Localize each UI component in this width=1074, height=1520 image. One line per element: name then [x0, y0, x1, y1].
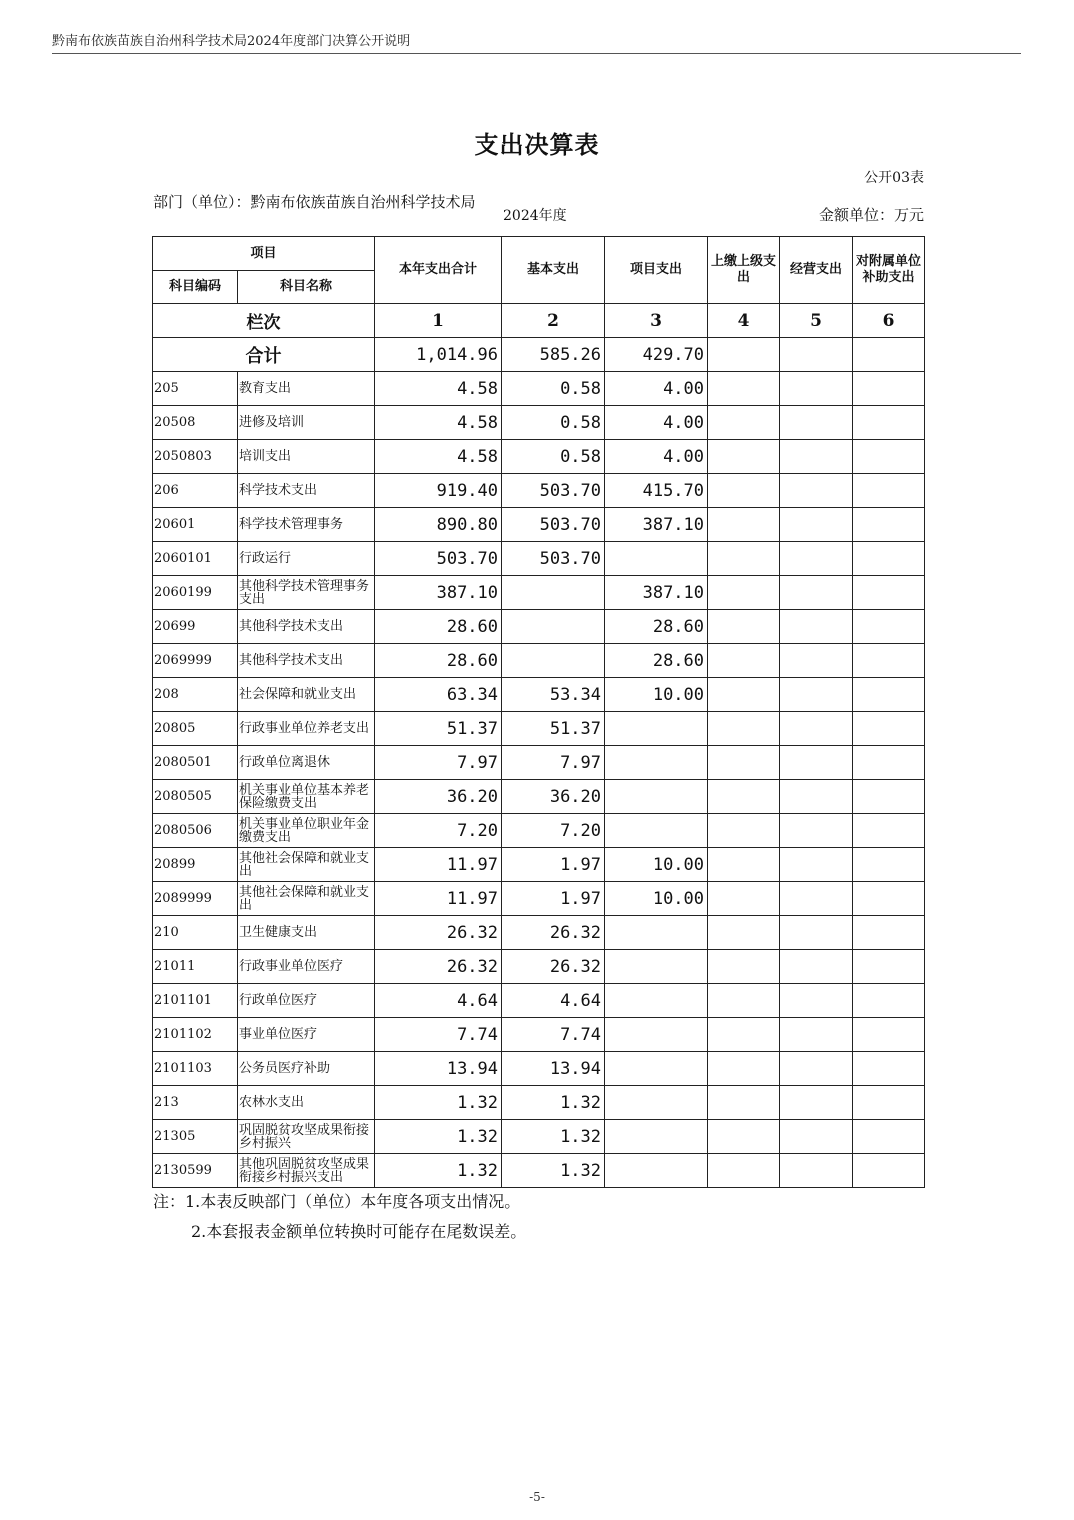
total-expenditure-cell: 26.32	[375, 916, 502, 950]
remit-superior-cell	[708, 372, 780, 406]
project-expenditure-cell	[605, 950, 708, 984]
column-index-cell: 4	[708, 304, 780, 338]
remit-superior-cell	[708, 746, 780, 780]
total-project-cell: 429.70	[605, 338, 708, 372]
project-expenditure-cell: 387.10	[605, 576, 708, 610]
total-expenditure-cell: 7.74	[375, 1018, 502, 1052]
operating-expenditure-cell	[780, 916, 853, 950]
subsidiary-subsidy-cell	[853, 916, 925, 950]
subsidiary-subsidy-cell	[853, 780, 925, 814]
remit-superior-cell	[708, 780, 780, 814]
subject-code-cell: 21011	[153, 950, 238, 984]
subject-code-cell: 2080506	[153, 814, 238, 848]
subject-name-cell: 其他社会保障和就业支出	[238, 848, 375, 882]
remit-superior-cell	[708, 678, 780, 712]
subject-name-cell: 事业单位医疗	[238, 1018, 375, 1052]
remit-superior-cell	[708, 1052, 780, 1086]
basic-expenditure-cell: 7.74	[502, 1018, 605, 1052]
table-row	[153, 814, 925, 848]
operating-expenditure-cell	[780, 814, 853, 848]
table-row	[153, 610, 925, 644]
header-total-expenditure: 本年支出合计	[375, 237, 502, 304]
project-expenditure-cell	[605, 1154, 708, 1188]
remit-superior-cell	[708, 644, 780, 678]
remit-superior-cell	[708, 406, 780, 440]
basic-expenditure-cell: 51.37	[502, 712, 605, 746]
subject-name-cell: 行政事业单位医疗	[238, 950, 375, 984]
header-subject-name: 科目名称	[238, 271, 375, 304]
subsidiary-subsidy-cell	[853, 610, 925, 644]
subject-code-cell: 20601	[153, 508, 238, 542]
header-subject-code: 科目编码	[153, 271, 238, 304]
subject-name-cell: 科学技术支出	[238, 474, 375, 508]
subject-name-cell: 进修及培训	[238, 406, 375, 440]
table-row	[153, 406, 925, 440]
header-operating-expenditure: 经营支出	[780, 237, 853, 304]
operating-expenditure-cell	[780, 474, 853, 508]
department-label: 部门（单位）：黔南布依族苗族自治州科学技术局	[153, 193, 476, 211]
subsidiary-subsidy-cell	[853, 712, 925, 746]
total-expenditure-cell: 1.32	[375, 1120, 502, 1154]
header-divider	[52, 53, 1021, 54]
subsidiary-subsidy-cell	[853, 1052, 925, 1086]
basic-expenditure-cell: 4.64	[502, 984, 605, 1018]
table-row	[153, 372, 925, 406]
subject-code-cell: 208	[153, 678, 238, 712]
project-expenditure-cell: 10.00	[605, 882, 708, 916]
subject-code-cell: 206	[153, 474, 238, 508]
basic-expenditure-cell: 0.58	[502, 440, 605, 474]
remit-superior-cell	[708, 712, 780, 746]
subsidiary-subsidy-cell	[853, 440, 925, 474]
subject-name-cell: 教育支出	[238, 372, 375, 406]
operating-expenditure-cell	[780, 644, 853, 678]
table-row	[153, 1086, 925, 1120]
table-row	[153, 1018, 925, 1052]
basic-expenditure-cell: 1.32	[502, 1154, 605, 1188]
subject-code-cell: 2050803	[153, 440, 238, 474]
operating-expenditure-cell	[780, 780, 853, 814]
basic-expenditure-cell: 503.70	[502, 542, 605, 576]
subject-code-cell: 2101101	[153, 984, 238, 1018]
subject-code-cell: 205	[153, 372, 238, 406]
project-expenditure-cell	[605, 814, 708, 848]
subject-name-cell: 其他科学技术支出	[238, 610, 375, 644]
note-1: 注：1.本表反映部门（单位）本年度各项支出情况。	[153, 1192, 521, 1211]
empty-cell	[708, 338, 780, 372]
basic-expenditure-cell: 503.70	[502, 474, 605, 508]
operating-expenditure-cell	[780, 678, 853, 712]
project-expenditure-cell	[605, 1120, 708, 1154]
total-expenditure-cell: 4.58	[375, 440, 502, 474]
remit-superior-cell	[708, 508, 780, 542]
page-title: 支出决算表	[474, 130, 600, 159]
table-row	[153, 746, 925, 780]
subsidiary-subsidy-cell	[853, 678, 925, 712]
subject-name-cell: 农林水支出	[238, 1086, 375, 1120]
basic-expenditure-cell: 0.58	[502, 406, 605, 440]
table-row	[153, 678, 925, 712]
operating-expenditure-cell	[780, 1154, 853, 1188]
project-expenditure-cell: 4.00	[605, 372, 708, 406]
total-expenditure-cell: 11.97	[375, 882, 502, 916]
operating-expenditure-cell	[780, 576, 853, 610]
running-header: 黔南布依族苗族自治州科学技术局2024年度部门决算公开说明	[52, 34, 411, 49]
subject-code-cell: 210	[153, 916, 238, 950]
subsidiary-subsidy-cell	[853, 1086, 925, 1120]
table-row	[153, 644, 925, 678]
subject-name-cell: 巩固脱贫攻坚成果衔接乡村振兴	[238, 1120, 375, 1154]
subject-name-cell: 行政事业单位养老支出	[238, 712, 375, 746]
notes	[153, 1187, 526, 1247]
operating-expenditure-cell	[780, 440, 853, 474]
project-expenditure-cell: 28.60	[605, 610, 708, 644]
empty-cell	[780, 338, 853, 372]
table-row	[153, 780, 925, 814]
remit-superior-cell	[708, 1018, 780, 1052]
basic-expenditure-cell: 1.32	[502, 1086, 605, 1120]
subsidiary-subsidy-cell	[853, 508, 925, 542]
header-project-expenditure: 项目支出	[605, 237, 708, 304]
total-label: 合计	[153, 338, 375, 372]
operating-expenditure-cell	[780, 610, 853, 644]
total-expenditure-cell: 11.97	[375, 848, 502, 882]
remit-superior-cell	[708, 984, 780, 1018]
project-expenditure-cell: 4.00	[605, 440, 708, 474]
project-expenditure-cell: 28.60	[605, 644, 708, 678]
subject-code-cell: 2080501	[153, 746, 238, 780]
table-row	[153, 1154, 925, 1188]
total-expenditure-cell: 7.20	[375, 814, 502, 848]
total-expenditure-cell: 4.58	[375, 406, 502, 440]
total-expenditure-cell: 387.10	[375, 576, 502, 610]
remit-superior-cell	[708, 950, 780, 984]
subsidiary-subsidy-cell	[853, 1018, 925, 1052]
total-basic-cell: 585.26	[502, 338, 605, 372]
subject-code-cell: 2101102	[153, 1018, 238, 1052]
project-expenditure-cell: 4.00	[605, 406, 708, 440]
subsidiary-subsidy-cell	[853, 542, 925, 576]
total-expenditure-cell: 28.60	[375, 610, 502, 644]
table-row	[153, 1120, 925, 1154]
expenditure-table	[152, 236, 925, 1188]
subject-name-cell: 其他社会保障和就业支出	[238, 882, 375, 916]
table-row	[153, 542, 925, 576]
basic-expenditure-cell	[502, 576, 605, 610]
project-expenditure-cell: 387.10	[605, 508, 708, 542]
subject-name-cell: 卫生健康支出	[238, 916, 375, 950]
basic-expenditure-cell	[502, 610, 605, 644]
subject-name-cell: 公务员医疗补助	[238, 1052, 375, 1086]
subject-name-cell: 其他科学技术管理事务支出	[238, 576, 375, 610]
project-expenditure-cell	[605, 916, 708, 950]
basic-expenditure-cell: 26.32	[502, 916, 605, 950]
table-row	[153, 848, 925, 882]
operating-expenditure-cell	[780, 1052, 853, 1086]
basic-expenditure-cell	[502, 644, 605, 678]
project-expenditure-cell	[605, 1018, 708, 1052]
operating-expenditure-cell	[780, 1086, 853, 1120]
remit-superior-cell	[708, 440, 780, 474]
subject-code-cell: 20899	[153, 848, 238, 882]
remit-superior-cell	[708, 1120, 780, 1154]
subject-code-cell: 2069999	[153, 644, 238, 678]
project-expenditure-cell	[605, 712, 708, 746]
column-index-cell: 2	[502, 304, 605, 338]
basic-expenditure-cell: 7.97	[502, 746, 605, 780]
operating-expenditure-cell	[780, 848, 853, 882]
subject-code-cell: 2060199	[153, 576, 238, 610]
amount-unit: 金额单位：万元	[818, 206, 924, 224]
subsidiary-subsidy-cell	[853, 814, 925, 848]
table-row	[153, 576, 925, 610]
project-expenditure-cell: 10.00	[605, 678, 708, 712]
subsidiary-subsidy-cell	[853, 882, 925, 916]
project-expenditure-cell	[605, 1052, 708, 1086]
total-expenditure-cell: 919.40	[375, 474, 502, 508]
table-row	[153, 916, 925, 950]
table-row	[153, 712, 925, 746]
remit-superior-cell	[708, 542, 780, 576]
total-row	[153, 338, 925, 372]
subject-code-cell: 20508	[153, 406, 238, 440]
subsidiary-subsidy-cell	[853, 1154, 925, 1188]
project-expenditure-cell	[605, 1086, 708, 1120]
total-expenditure-cell: 26.32	[375, 950, 502, 984]
total-expenditure-cell: 503.70	[375, 542, 502, 576]
basic-expenditure-cell: 1.32	[502, 1120, 605, 1154]
table-row	[153, 950, 925, 984]
column-index-label: 栏次	[153, 304, 375, 338]
total-expenditure-cell: 1.32	[375, 1154, 502, 1188]
total-expenditure-cell: 1.32	[375, 1086, 502, 1120]
subject-name-cell: 机关事业单位职业年金缴费支出	[238, 814, 375, 848]
subsidiary-subsidy-cell	[853, 746, 925, 780]
operating-expenditure-cell	[780, 950, 853, 984]
column-index-cell: 3	[605, 304, 708, 338]
total-expenditure-cell: 36.20	[375, 780, 502, 814]
basic-expenditure-cell: 1.97	[502, 848, 605, 882]
table-row	[153, 440, 925, 474]
header-basic-expenditure: 基本支出	[502, 237, 605, 304]
basic-expenditure-cell: 13.94	[502, 1052, 605, 1086]
subject-code-cell: 20699	[153, 610, 238, 644]
operating-expenditure-cell	[780, 508, 853, 542]
subject-name-cell: 行政单位医疗	[238, 984, 375, 1018]
subsidiary-subsidy-cell	[853, 406, 925, 440]
remit-superior-cell	[708, 610, 780, 644]
total-expenditure-cell: 28.60	[375, 644, 502, 678]
subsidiary-subsidy-cell	[853, 848, 925, 882]
operating-expenditure-cell	[780, 372, 853, 406]
operating-expenditure-cell	[780, 1120, 853, 1154]
project-expenditure-cell	[605, 984, 708, 1018]
total-expenditure-cell: 51.37	[375, 712, 502, 746]
basic-expenditure-cell: 7.20	[502, 814, 605, 848]
project-expenditure-cell	[605, 542, 708, 576]
operating-expenditure-cell	[780, 1018, 853, 1052]
remit-superior-cell	[708, 814, 780, 848]
header-item: 项目	[153, 237, 375, 271]
header-subsidiary-subsidy: 对附属单位补助支出	[853, 237, 925, 304]
subsidiary-subsidy-cell	[853, 1120, 925, 1154]
operating-expenditure-cell	[780, 406, 853, 440]
subsidiary-subsidy-cell	[853, 950, 925, 984]
table-row	[153, 508, 925, 542]
subject-code-cell: 2080505	[153, 780, 238, 814]
subject-name-cell: 科学技术管理事务	[238, 508, 375, 542]
column-index-cell: 1	[375, 304, 502, 338]
project-expenditure-cell	[605, 746, 708, 780]
column-index-row	[153, 304, 925, 338]
basic-expenditure-cell: 503.70	[502, 508, 605, 542]
total-expenditure-cell: 7.97	[375, 746, 502, 780]
empty-cell	[853, 338, 925, 372]
total-expenditure-cell: 4.58	[375, 372, 502, 406]
subsidiary-subsidy-cell	[853, 474, 925, 508]
header-remit-superior: 上缴上级支出	[708, 237, 780, 304]
subject-name-cell: 行政单位离退休	[238, 746, 375, 780]
basic-expenditure-cell: 53.34	[502, 678, 605, 712]
fiscal-year: 2024年度	[503, 208, 567, 224]
total-expenditure-cell: 890.80	[375, 508, 502, 542]
subject-code-cell: 213	[153, 1086, 238, 1120]
subsidiary-subsidy-cell	[853, 576, 925, 610]
subject-name-cell: 社会保障和就业支出	[238, 678, 375, 712]
subject-name-cell: 机关事业单位基本养老保险缴费支出	[238, 780, 375, 814]
total-expenditure-cell: 63.34	[375, 678, 502, 712]
remit-superior-cell	[708, 882, 780, 916]
table-row	[153, 474, 925, 508]
form-number: 公开03表	[864, 170, 924, 186]
remit-superior-cell	[708, 848, 780, 882]
column-index-cell: 5	[780, 304, 853, 338]
remit-superior-cell	[708, 474, 780, 508]
operating-expenditure-cell	[780, 882, 853, 916]
operating-expenditure-cell	[780, 542, 853, 576]
page-number: -5-	[529, 1490, 545, 1504]
operating-expenditure-cell	[780, 746, 853, 780]
basic-expenditure-cell: 26.32	[502, 950, 605, 984]
subsidiary-subsidy-cell	[853, 372, 925, 406]
table-row	[153, 984, 925, 1018]
project-expenditure-cell: 10.00	[605, 848, 708, 882]
subject-code-cell: 21305	[153, 1120, 238, 1154]
subsidiary-subsidy-cell	[853, 984, 925, 1018]
operating-expenditure-cell	[780, 712, 853, 746]
subject-code-cell: 2089999	[153, 882, 238, 916]
remit-superior-cell	[708, 576, 780, 610]
column-index-cell: 6	[853, 304, 925, 338]
remit-superior-cell	[708, 1154, 780, 1188]
project-expenditure-cell	[605, 780, 708, 814]
subject-name-cell: 其他科学技术支出	[238, 644, 375, 678]
note-2: 2.本套报表金额单位转换时可能存在尾数误差。	[191, 1222, 527, 1241]
total-sum-cell: 1,014.96	[375, 338, 502, 372]
basic-expenditure-cell: 1.97	[502, 882, 605, 916]
basic-expenditure-cell: 36.20	[502, 780, 605, 814]
subject-name-cell: 培训支出	[238, 440, 375, 474]
subsidiary-subsidy-cell	[853, 644, 925, 678]
subject-code-cell: 20805	[153, 712, 238, 746]
subject-name-cell: 行政运行	[238, 542, 375, 576]
remit-superior-cell	[708, 1086, 780, 1120]
subject-name-cell: 其他巩固脱贫攻坚成果衔接乡村振兴支出	[238, 1154, 375, 1188]
subject-code-cell: 2101103	[153, 1052, 238, 1086]
table-row	[153, 1052, 925, 1086]
table-row	[153, 882, 925, 916]
subject-code-cell: 2060101	[153, 542, 238, 576]
project-expenditure-cell: 415.70	[605, 474, 708, 508]
basic-expenditure-cell: 0.58	[502, 372, 605, 406]
operating-expenditure-cell	[780, 984, 853, 1018]
remit-superior-cell	[708, 916, 780, 950]
total-expenditure-cell: 4.64	[375, 984, 502, 1018]
total-expenditure-cell: 13.94	[375, 1052, 502, 1086]
subject-code-cell: 2130599	[153, 1154, 238, 1188]
